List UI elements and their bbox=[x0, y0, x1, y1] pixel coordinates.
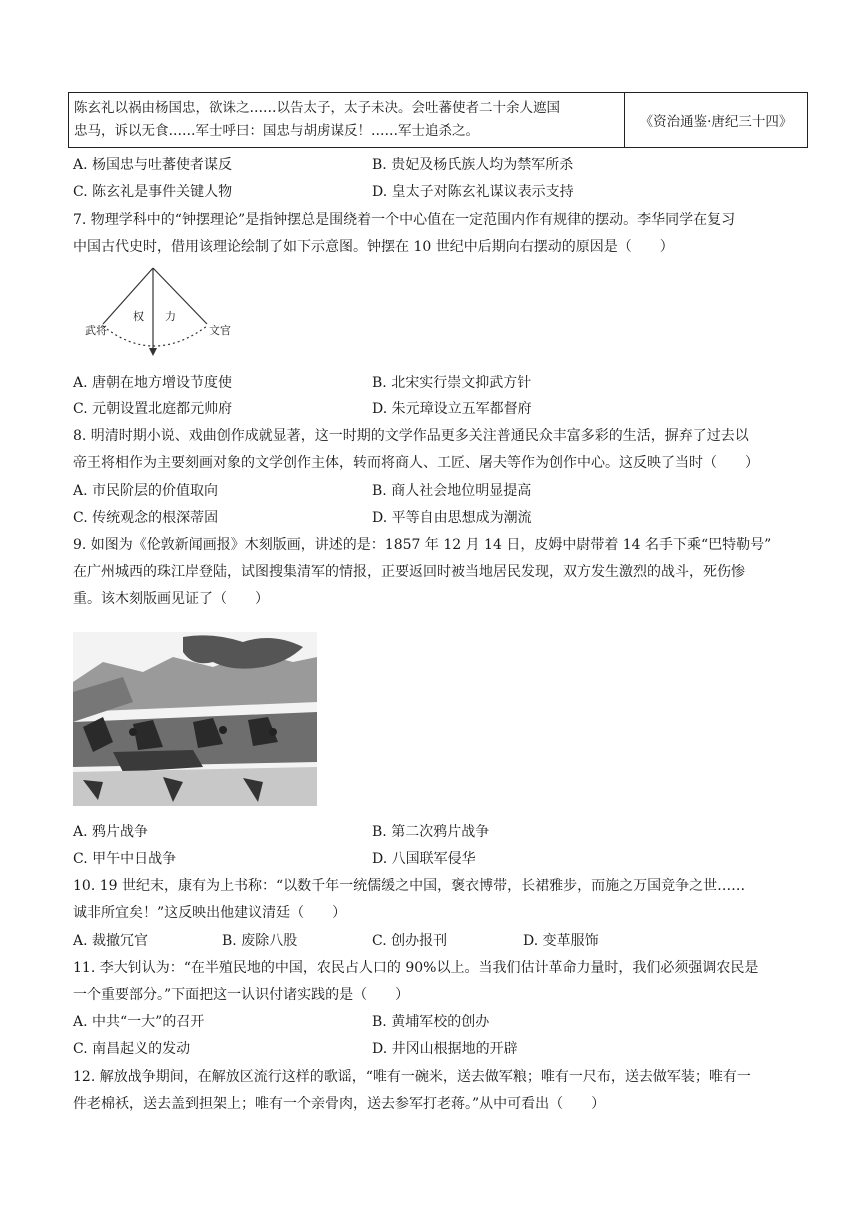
q7-stem-line: 7. 物理学科中的“钟摆理论”是指钟摆总是围绕着一个中心值在一定范围内作有规律的摆动。李华同学在复习 bbox=[73, 212, 736, 228]
q11-option-a[interactable]: A. 中共“一大”的召开 bbox=[73, 1014, 205, 1030]
quote-text-line: 陈玄礼以祸由杨国忠，欲诛之……以告太子，太子未决。会吐蕃使者二十余人遮国 bbox=[74, 100, 560, 116]
q11-stem-line: 一个重要部分。”下面把这一认识付诸实践的是（ ） bbox=[73, 987, 410, 1003]
q8-stem-line: 帝王将相作为主要刻画对象的文学创作主体，转而将商人、工匠、屠夫等作为创作中心。这反映了当时（ ） bbox=[73, 455, 759, 471]
q8-option-a[interactable]: A. 市民阶层的价值取向 bbox=[73, 483, 219, 499]
q10-stem-line: 诚非所宜矣！”这反映出他建议清廷（ ） bbox=[73, 905, 347, 921]
q9-stem-line: 在广州城西的珠江岸登陆，试图搜集清军的情报，正要返回时被当地居民发现，双方发生激烈的战斗，死伤惨 bbox=[73, 564, 745, 580]
q7-option-b[interactable]: B. 北宋实行崇文抑武方针 bbox=[372, 375, 532, 391]
pendulum-left-label: 武将 bbox=[85, 324, 107, 337]
q10-option-d[interactable]: D. 变革服饰 bbox=[523, 933, 599, 949]
q10-option-a[interactable]: A. 裁撤冗官 bbox=[73, 933, 149, 949]
q6-option-a[interactable]: A. 杨国忠与吐蕃使者谋反 bbox=[73, 157, 233, 173]
q11-option-c[interactable]: C. 南昌起义的发动 bbox=[73, 1041, 191, 1057]
q10-stem-line: 10. 19 世纪末，康有为上书称：“以数千年一统儒缓之中国，褒衣博带，长裙雅步，而施之万国竞争之世…… bbox=[73, 878, 746, 894]
q6-option-b[interactable]: B. 贵妃及杨氏族人均为禁军所杀 bbox=[372, 157, 574, 173]
q8-stem-line: 8. 明清时期小说、戏曲创作成就显著，这一时期的文学作品更多关注普通民众丰富多彩的生活，摒弃了过去以 bbox=[73, 428, 749, 444]
pendulum-swing-arc bbox=[103, 326, 207, 346]
q9-option-b[interactable]: B. 第二次鸦片战争 bbox=[372, 824, 490, 840]
q11-stem-line: 11. 李大钊认为：“在半殖民地的中国，农民占人口的 90%以上。当我们估计革命力量时，我们必须强调农民是 bbox=[73, 960, 759, 976]
q6-option-d[interactable]: D. 皇太子对陈玄礼谋议表示支持 bbox=[372, 184, 574, 200]
q9-option-a[interactable]: A. 鸦片战争 bbox=[73, 824, 149, 840]
quote-text-cell bbox=[69, 93, 625, 147]
pendulum-arrow-icon bbox=[149, 348, 157, 356]
pendulum-left-arm bbox=[103, 268, 153, 324]
q8-option-b[interactable]: B. 商人社会地位明显提高 bbox=[372, 483, 532, 499]
q9-stem-line: 重。该木刻版画见证了（ ） bbox=[73, 591, 269, 607]
q12-stem-line: 件老棉袄，送去盖到担架上；唯有一个亲骨肉，送去参军打老蒋。”从中可看出（ ） bbox=[73, 1096, 606, 1112]
q6-option-c[interactable]: C. 陈玄礼是事件关键人物 bbox=[73, 184, 233, 200]
q11-option-b[interactable]: B. 黄埔军校的创办 bbox=[372, 1014, 490, 1030]
pendulum-center-label: 权 bbox=[133, 310, 144, 323]
q7-stem-line: 中国古代史时，借用该理论绘制了如下示意图。钟摆在 10 世纪中后期向右摆动的原因是（ ） bbox=[73, 239, 674, 255]
q8-option-d[interactable]: D. 平等自由思想成为潮流 bbox=[372, 510, 532, 526]
q10-option-b[interactable]: B. 废除八股 bbox=[222, 933, 298, 949]
q8-option-c[interactable]: C. 传统观念的根深蒂固 bbox=[73, 510, 219, 526]
q12-stem-line: 12. 解放战争期间，在解放区流行这样的歌谣，“唯有一碗米，送去做军粮；唯有一尺布，送去做军装；唯有一 bbox=[73, 1069, 751, 1085]
woodcut-engraving-image bbox=[73, 632, 317, 806]
quote-source-cell bbox=[625, 93, 807, 147]
q7-option-d[interactable]: D. 朱元璋设立五军都督府 bbox=[372, 401, 532, 417]
pendulum-right-label: 文官 bbox=[209, 324, 231, 337]
q7-option-a[interactable]: A. 唐朝在地方增设节度使 bbox=[73, 375, 233, 391]
q11-option-d[interactable]: D. 井冈山根据地的开辟 bbox=[372, 1041, 518, 1057]
q9-option-c[interactable]: C. 甲午中日战争 bbox=[73, 851, 177, 867]
quote-table bbox=[68, 92, 808, 148]
pendulum-diagram bbox=[85, 266, 255, 362]
q9-stem-line: 9. 如图为《伦敦新闻画报》木刻版画，讲述的是：1857 年 12 月 14 日，皮姆中尉带着 14 名手下乘“巴特勒号” bbox=[73, 537, 772, 553]
quote-text-line: 忠马，诉以无食……军士呼曰：国忠与胡虏谋反！……军士追杀之。 bbox=[74, 123, 479, 139]
q7-option-c[interactable]: C. 元朝设置北庭都元帅府 bbox=[73, 401, 233, 417]
pendulum-center-label: 力 bbox=[165, 310, 176, 323]
q10-option-c[interactable]: C. 创办报刊 bbox=[372, 933, 448, 949]
quote-source: 《资治通鉴·唐纪三十四》 bbox=[639, 114, 793, 130]
pendulum-right-arm bbox=[153, 268, 207, 324]
q9-option-d[interactable]: D. 八国联军侵华 bbox=[372, 851, 476, 867]
